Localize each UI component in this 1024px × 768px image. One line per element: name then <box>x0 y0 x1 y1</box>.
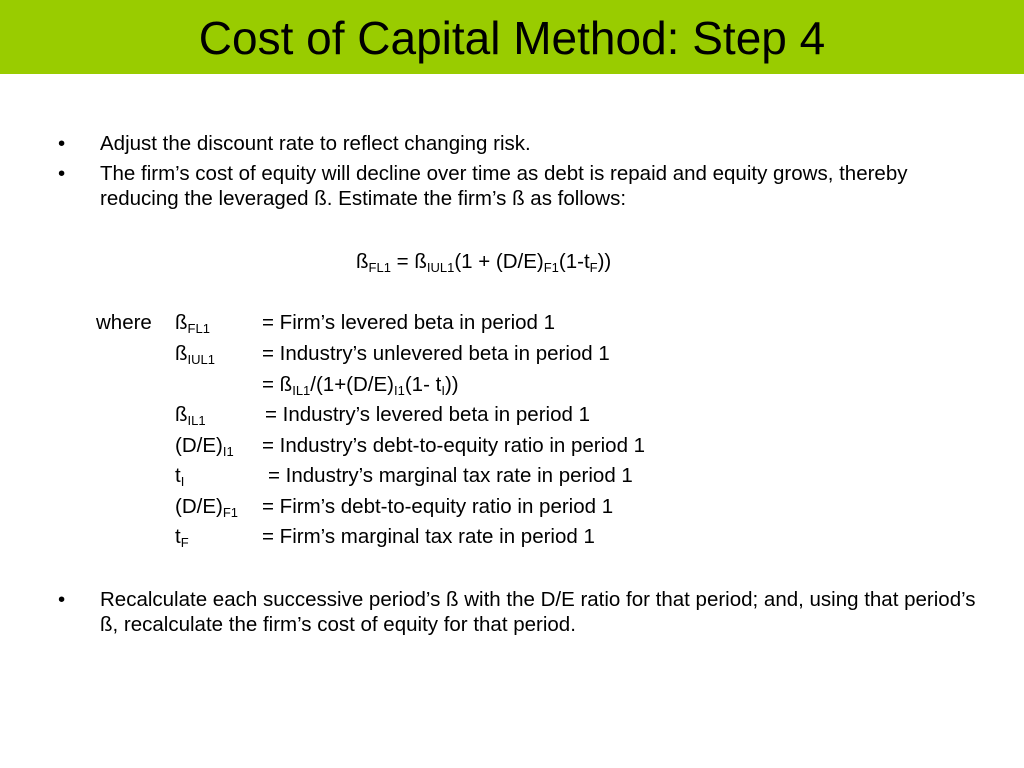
bullet-text: The firm’s cost of equity will decline over time as debt is repaid and equity grows, thereby reducing the leveraged ß. Estimate the firm’s ß as follows: <box>100 162 908 210</box>
where-label: where <box>96 311 152 334</box>
definition-symbol: $ß_{IL1}$ <box>175 403 206 428</box>
definition-text: = Firm’s levered beta in period 1 <box>262 311 556 334</box>
bullet-text: Recalculate each successive period’s ß with the D/E ratio for that period; and, using that period’s ß, recalculate the firm’s cost of equity for that period. <box>100 588 976 636</box>
definition-symbol: $ß_{IUL1}$ <box>175 342 215 367</box>
definition-text: = Firm’s debt-to-equity ratio in period 1 <box>262 495 614 518</box>
bullet-icon: • <box>58 162 66 185</box>
definition-text: = Firm’s marginal tax rate in period 1 <box>262 525 595 548</box>
bullet-icon: • <box>58 588 66 611</box>
definition-text: = Industry’s unlevered beta in period 1 <box>262 342 610 365</box>
definition-symbol: $t_F$ <box>175 525 189 550</box>
definition-symbol: $(D/E)_{F1}$ <box>175 495 238 520</box>
definition-symbol: $(D/E)_{I1}$ <box>175 434 234 459</box>
beta-formula: $ß_{FL1}$ = $ß_{IUL1}(1 + (D/E)_{F1}(1-t_F))$ <box>356 250 612 275</box>
bullet-icon: • <box>58 132 66 155</box>
definition-symbol: $t_I$ <box>175 464 185 489</box>
definition-text: = Industry’s levered beta in period 1 <box>265 403 590 426</box>
slide-title: Cost of Capital Method: Step 4 <box>198 12 826 64</box>
definition-symbol: $ß_{FL1}$ <box>175 311 210 336</box>
bullet-text: Adjust the discount rate to reflect changing risk. <box>100 132 531 155</box>
definition-text: = Industry’s marginal tax rate in period 1 <box>268 464 633 487</box>
unlevered-beta-formula: = $ß_{IL1}/(1+(D/E)_{I1}(1-$ $t_I$)) <box>262 373 459 398</box>
definition-text: = Industry’s debt-to-equity ratio in period 1 <box>262 434 646 457</box>
